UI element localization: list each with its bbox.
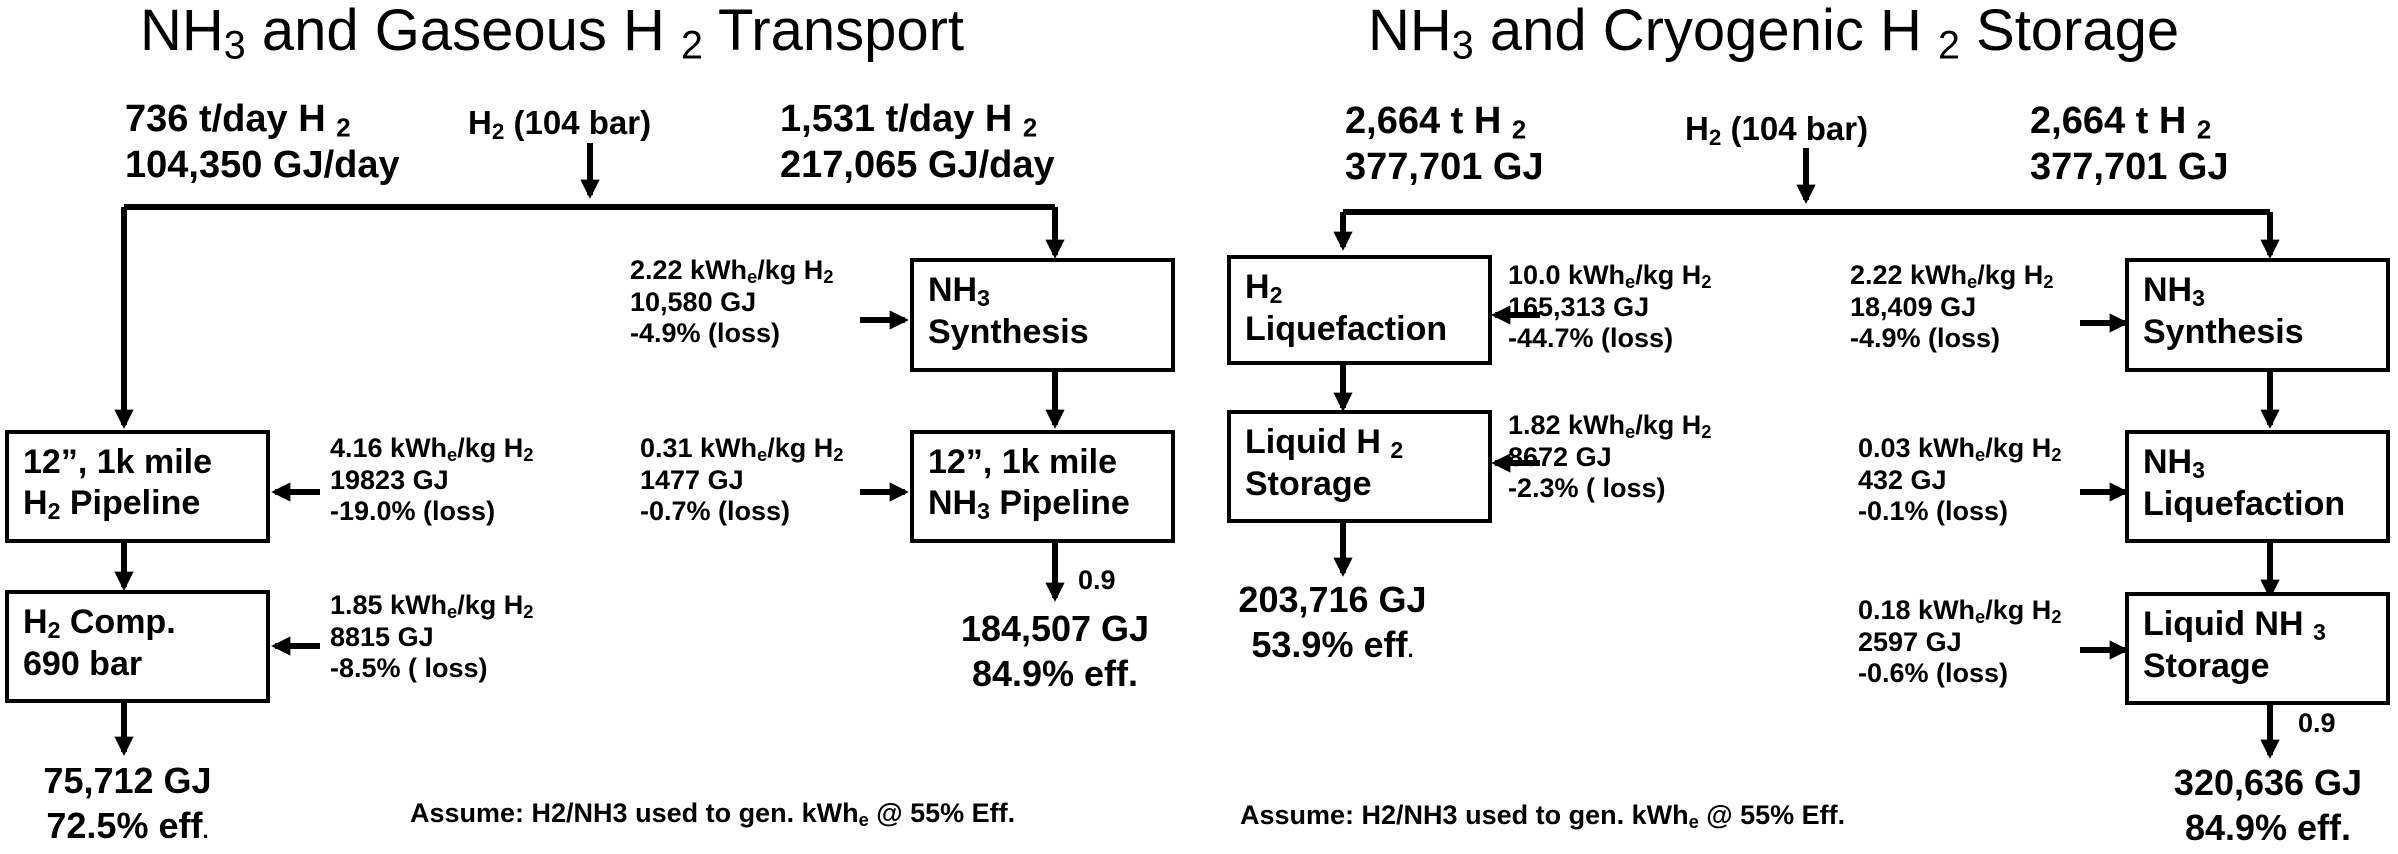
right-nh3-synthesis-energy: 2.22 kWh$_e$/kg $H_2$ 18,409 GJ -4.9% (loss) <box>1850 260 2054 354</box>
right-liquid-h2-energy: 1.82 kWh$_e$/kg $H_2$ 8672 GJ -2.3% ( loss) <box>1508 410 1712 504</box>
left-h2-comp-energy: 1.85 kWh$_e$/kg $H_2$ 8815 GJ -8.5% ( loss) <box>330 590 534 684</box>
right-nh3-liquefaction-box: $NH_3$ Liquefaction <box>2125 430 2390 543</box>
right-liquid-nh3-storage-box: Liquid NH $_3$ Storage <box>2125 592 2390 705</box>
left-nh3-pipeline-box: 12”, 1k mile $NH_3$ Pipeline <box>910 430 1175 543</box>
left-flow-right-label: 1,531 t/day H $_2$ 217,065 GJ/day <box>780 98 1055 187</box>
left-h2-pipeline-box: 12”, 1k mile $H_2$ Pipeline <box>5 430 270 543</box>
right-h2-liquefaction-box: $H_2$ Liquefaction <box>1227 255 1492 365</box>
right-flow-right-label: 2,664 t H $_2$ 377,701 GJ <box>2030 100 2229 189</box>
right-nh3-liquefaction-energy: 0.03 kWh$_e$/kg $H_2$ 432 GJ -0.1% (loss) <box>1858 433 2062 527</box>
left-nh3-synthesis-box: $NH_3$ Synthesis <box>910 258 1175 372</box>
right-liquid-nh3-energy: 0.18 kWh$_e$/kg $H_2$ 2597 GJ -0.6% (loss) <box>1858 595 2062 689</box>
left-nh3-pipeline-energy: 0.31 kWh$_e$/kg $H_2$ 1477 GJ -0.7% (loss) <box>640 433 844 527</box>
right-factor-label: 0.9 <box>2298 708 2336 738</box>
left-title: $NH_3$ and Gaseous H $_2$ Transport <box>140 0 965 68</box>
right-title: $NH_3$ and Cryogenic H $_2$ Storage <box>1368 0 2180 68</box>
left-h2-comp-box: $H_2$ Comp. 690 bar <box>5 590 270 703</box>
right-nh3-result: 320,636 GJ 84.9% eff. <box>2173 762 2363 848</box>
right-h2-result: 203,716 GJ 53.9% eff. <box>1238 579 1427 665</box>
right-assumption-note: Assume: H2/NH3 used to gen. kWh$_e$ @ 55% Eff. <box>1240 800 1846 833</box>
left-h2-result: 75,712 GJ 72.5% eff. <box>43 760 212 846</box>
left-flow-left-label: 736 t/day H $_2$ 104,350 GJ/day <box>125 98 400 187</box>
right-liquid-h2-storage-box: Liquid H $_2$ Storage <box>1227 410 1492 523</box>
right-nh3-synthesis-box: $NH_3$ Synthesis <box>2125 258 2390 372</box>
left-h2-pipeline-energy: 4.16 kWh$_e$/kg $H_2$ 19823 GJ -19.0% (loss) <box>330 433 534 527</box>
right-flow-left-label: 2,664 t H $_2$ 377,701 GJ <box>1345 100 1544 189</box>
right-h2-liquefaction-energy: 10.0 kWh$_e$/kg $H_2$ 165,313 GJ -44.7% (loss) <box>1508 260 1712 354</box>
left-assumption-note: Assume: H2/NH3 used to gen. kWh$_e$ @ 55% Eff. <box>410 798 1016 831</box>
left-nh3-synthesis-energy: 2.22 kWh$_e$/kg $H_2$ 10,580 GJ -4.9% (loss) <box>630 255 834 349</box>
left-source-label: $H_2$ (104 bar) <box>468 104 652 144</box>
left-factor-label: 0.9 <box>1078 565 1116 595</box>
left-nh3-result: 184,507 GJ 84.9% eff. <box>960 608 1150 694</box>
right-source-label: $H_2$ (104 bar) <box>1685 110 1869 150</box>
